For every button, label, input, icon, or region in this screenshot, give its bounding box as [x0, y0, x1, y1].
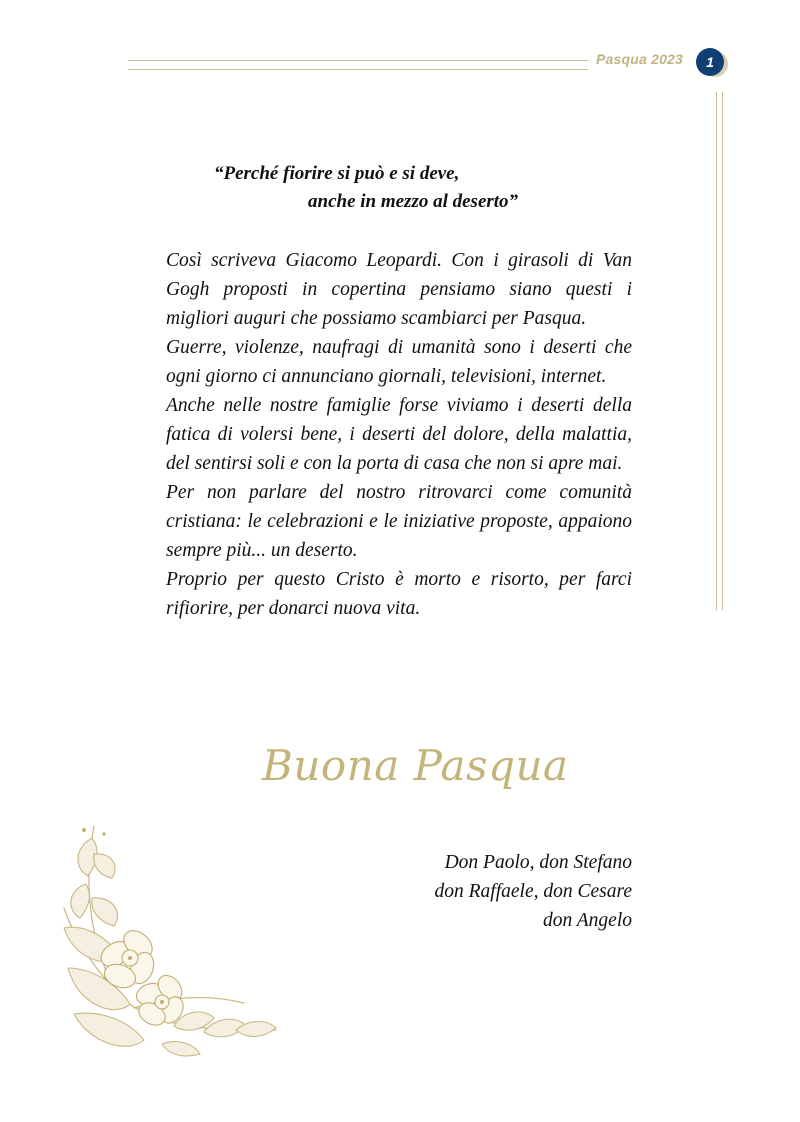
signature-line: don Angelo — [542, 910, 632, 931]
header-title: Pasqua 2023 — [596, 51, 684, 67]
paragraph: Proprio per questo Cristo è morto e risorto, per farci rifiorire, per donarci nuova vita. — [166, 569, 632, 619]
quote-line-2: anche in mezzo al deserto” — [308, 191, 519, 212]
margin-rule-right — [722, 92, 723, 610]
paragraph: Così scriveva Giacomo Leopardi. Con i girasoli di Van Gogh proposti in copertina pensiamo siano questi i migliori auguri che possiamo scambiarci per Pasqua. — [166, 250, 632, 329]
signature-line: don Raffaele, don Cesare — [434, 881, 632, 902]
greeting-title: Buona Pasqua — [262, 741, 569, 790]
signature-line: Don Paolo, don Stefano — [444, 852, 632, 873]
paragraph: Per non parlare del nostro ritrovarci come comunità cristiana: le celebrazioni e le iniziative proposte, appaiono sempre più... un deserto. — [166, 482, 632, 561]
header-rule — [128, 60, 588, 70]
page-number-badge: 1 — [696, 48, 724, 76]
quote-line-1: “Perché fiorire si può e si deve, — [214, 163, 460, 184]
leopardi-quote — [214, 160, 634, 216]
paragraph: Guerre, violenze, naufragi di umanità sono i deserti che ogni giorno ci annunciano giornali, televisioni, internet. — [166, 337, 632, 387]
signatures — [360, 848, 632, 935]
margin-rule-left — [716, 92, 717, 610]
floral-corner-illustration — [54, 818, 286, 1064]
message-body — [166, 246, 632, 623]
paragraph: Anche nelle nostre famiglie forse viviamo i deserti della fatica di volersi bene, i deserti del dolore, della malattia, del sentirsi soli e con la porta di casa che non si apre mai. — [166, 395, 632, 474]
